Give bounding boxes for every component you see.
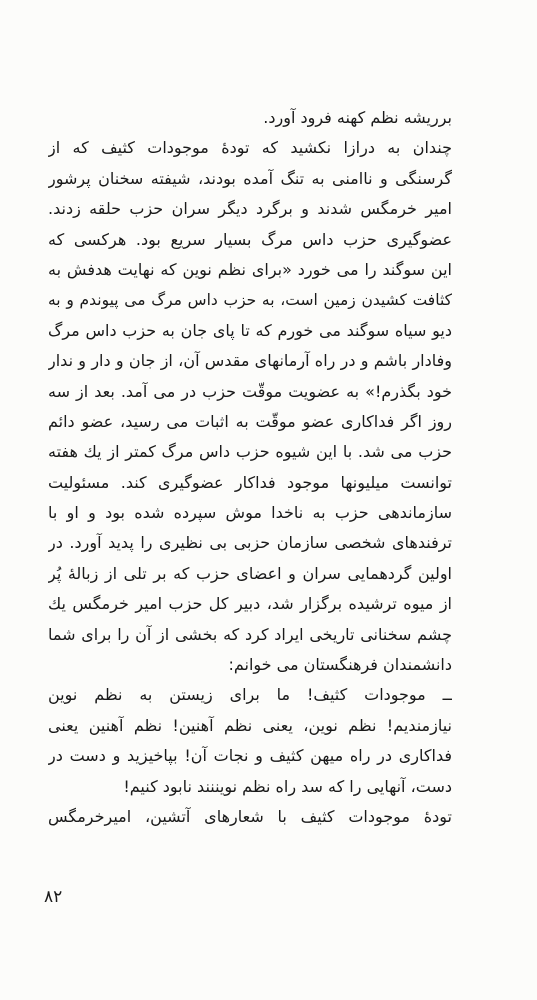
body-text — [48, 103, 452, 832]
text-line: دانشمندان فرهنگستان می خوانم: — [228, 655, 452, 675]
text-line: حزب می شد. با این شیوه حزب داس مرگ کمتر از یك هفته — [48, 442, 452, 462]
text-line: وفادار باشم و در راه آرمانهای مقدس آن، از جان و دار و ندار — [48, 351, 452, 371]
text-line: برریشه نظم کهنه فرود آورد. — [263, 108, 452, 127]
text-line: چندان به درازا نکشید که تودهٔ موجودات کثیف که از — [48, 138, 452, 158]
text-line: فداکاری در راه میهن کثیف و نجات آن! بپاخیزید و دست در — [48, 746, 452, 766]
text-line: کثافت کشیدن زمین است، به حزب داس مرگ می پیوندم و به — [48, 291, 452, 310]
text-line: گرسنگی و ناامنی به تنگ آمده بودند، شیفته سخنان پرشور — [48, 168, 452, 188]
text-line: اولین گردهمایی سران و اعضای حزب که بر تلی از زبالهٔ پُر — [48, 563, 452, 583]
text-line: امیر خرمگس شدند و برگرد دیگر سران حزب حلقه زدند. — [48, 199, 452, 219]
text-line: از میوه ترشیده برگزار شد، دبیر کل حزب امیر خرمگس یك — [48, 594, 452, 614]
text-line: سازماندهی حزب به ناخدا موش سپرده شده بود و او با — [48, 503, 452, 523]
text-line: ترفندهای شخصی سازمان حزبی بی نظیری را پدید آورد. در — [48, 533, 452, 553]
text-line: دست، آنهایی را که سد راه نظم نویننند نابود کنیم! — [123, 776, 452, 796]
page-number: ۸۲ — [44, 887, 63, 907]
text-line: این سوگند را می خورد «برای نظم نوین که نهایت هدفش به — [48, 259, 452, 279]
text-line: روز اگر فداکاری عضو موقّت به اثبات می رسید، عضو دائم — [48, 411, 452, 431]
text-line: خود بگذرم!» به عضویت موقّت حزب در می آمد. بعد از سه — [48, 381, 452, 401]
text-line: چشم سخنانی تاریخی ایراد کرد که بخشی از آن را برای شما — [48, 624, 452, 644]
text-line: تودهٔ موجودات کثیف با شعارهای آتشین، امیرخرمگس — [48, 806, 452, 826]
text-line: توانست میلیونها موجود فداکار عضوگیری کند. مسئولیت — [48, 472, 452, 492]
text-line: ــ موجودات کثیف! ما برای زیستن به نظم نوین — [48, 685, 452, 705]
text-line: نیازمندیم! نظم نوین، یعنی نظم آهنین! نظم آهنین یعنی — [48, 715, 452, 735]
text-line: دیو سیاه سوگند می خورم که تا پای جان به حزب داس مرگ — [48, 320, 452, 340]
text-line: عضوگیری حزب داس مرگ بسیار سریع بود. هرکسی که — [48, 229, 452, 249]
